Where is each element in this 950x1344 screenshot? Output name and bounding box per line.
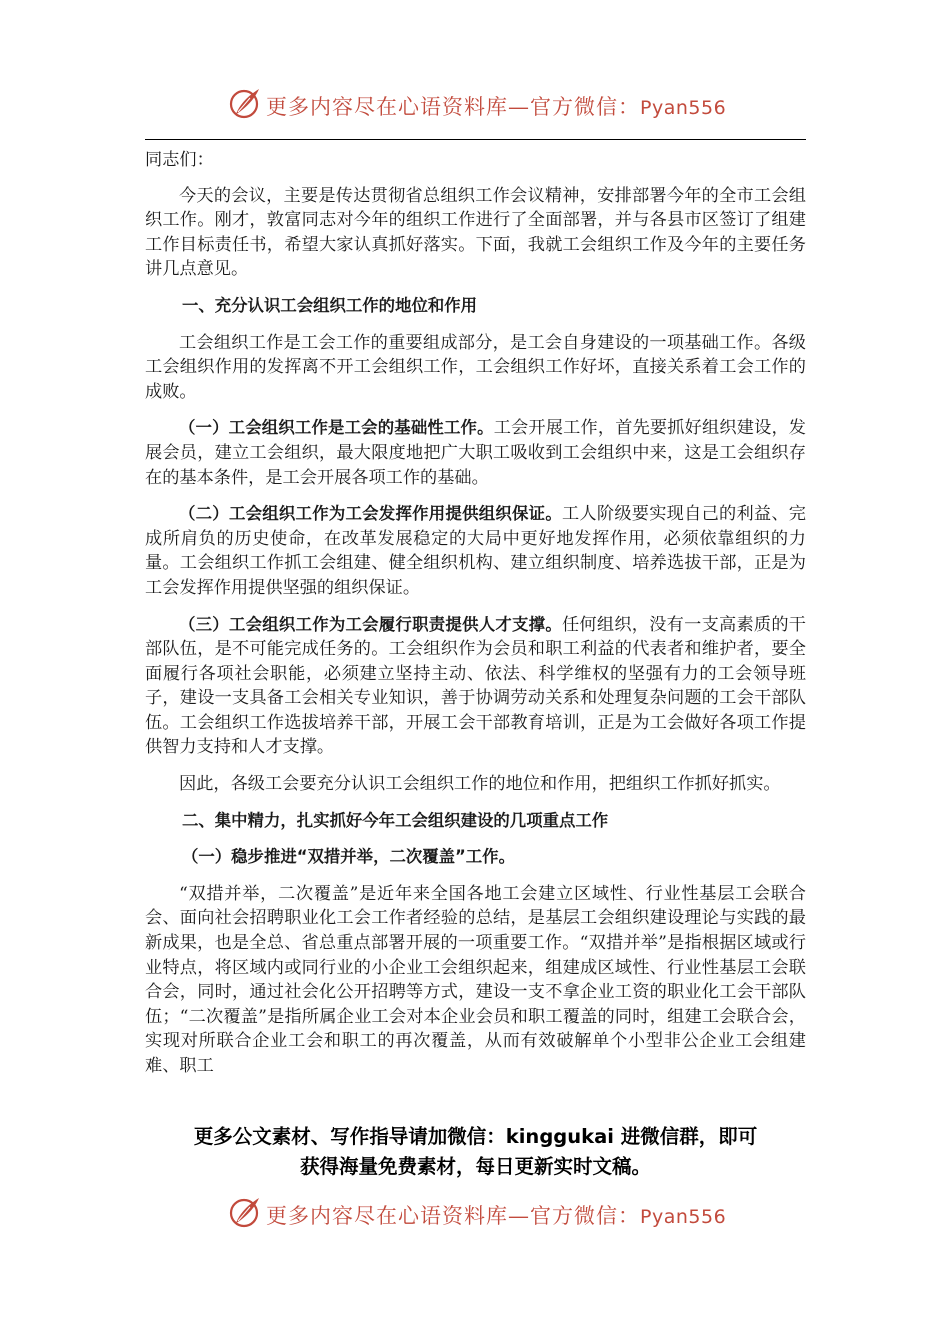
quill-logo-icon <box>228 86 262 120</box>
banner-text: 更多内容尽在心语资料库—官方微信： <box>266 95 640 119</box>
point2-lead: （二）工会组织工作为工会发挥作用提供组织保证。 <box>179 504 562 524</box>
quill-logo-icon <box>228 1195 262 1229</box>
promo-line-2: 获得海量免费素材，每日更新实时文稿。 <box>299 1155 651 1178</box>
banner-brand: Pyan556 <box>640 97 727 119</box>
section1-heading: 一、充分认识工会组织工作的地位和作用 <box>182 295 478 315</box>
header-banner <box>0 84 950 124</box>
point1-body: 工会开展工作，首先要抓好组织建设，发展会员，建立工会组织，最大限度地把广大职工吸收到工会组织中来，这是工会组织存在的基本条件，是工会开展各项工作的基础。 <box>145 418 806 488</box>
salutation: 同志们： <box>145 150 214 170</box>
banner-brand: Pyan556 <box>640 1206 727 1228</box>
point3-paragraph <box>145 613 806 761</box>
header-rule <box>145 139 806 140</box>
promo-notice <box>145 1122 806 1182</box>
document-body <box>145 148 806 1079</box>
section1-conclusion: 因此，各级工会要充分认识工会组织工作的地位和作用，把组织工作抓好抓实。 <box>179 774 781 795</box>
section2-heading: 二、集中精力，扎实抓好今年工会组织建设的几项重点工作 <box>182 810 609 830</box>
point1-paragraph <box>145 416 806 490</box>
section1-paragraph: 工会组织工作是工会工作的重要组成部分，是工会自身建设的一项基础工作。各级工会组织作用的发挥离不开工会组织工作，工会组织工作好坏，直接关系着工会工作的成败。 <box>145 332 806 402</box>
promo-line-1: 更多公文素材、写作指导请加微信：kinggukai 进微信群，即可 <box>193 1125 758 1148</box>
point3-body: 任何组织，没有一支高素质的干部队伍，是不可能完成任务的。工会组织作为会员和职工利益的代表者和维护者，要全面履行各项社会职能，必须建立坚持主动、依法、科学维权的坚强有力的工会领导班子，建设一支具备工会相关专业知识，善于协调劳动关系和处理复杂问题的工会干部队伍。工会组织工作选拔培养干部，开展工会干部教育培训，正是为工会做好各项工作提供智力支持和人才支撑。 <box>145 614 806 758</box>
point3-lead: （三）工会组织工作为工会履行职责提供人才支撑。 <box>179 614 562 634</box>
sub1-heading: （一）稳步推进“双措并举，二次覆盖”工作。 <box>182 847 515 867</box>
point1-lead: （一）工会组织工作是工会的基础性工作。 <box>179 418 494 438</box>
sub1-paragraph: “双措并举，二次覆盖”是近年来全国各地工会建立区域性、行业性基层工会联合会、面向社会招聘职业化工会工作者经验的总结，是基层工会组织建设理论与实践的最新成果，也是全总、省总重点部署开展的一项重要工作。“双措并举”是指根据区域或行业特点，将区域内或同行业的小企业工会组织起来，组建成区域性、行业性基层工会联合会，同时，通过社会化公开招聘等方式，建设一支不拿企业工资的职业化工会干部队伍；“二次覆盖”是指所属企业工会对本企业会员和职工覆盖的同时，组建工会联合会，实现对所联合企业工会和职工的再次覆盖，从而有效破解单个小型非公企业工会组建难、职工 <box>145 883 806 1076</box>
point2-paragraph <box>145 502 806 600</box>
banner-text: 更多内容尽在心语资料库—官方微信： <box>266 1204 640 1228</box>
point2-body: 工人阶级要实现自己的利益、完成所肩负的历史使命，在改革发展稳定的大局中更好地发挥作用，必须依靠组织的力量。工会组织工作抓工会组建、健全组织机构、建立组织制度、培养选拔干部，正是为工会发挥作用提供坚强的组织保证。 <box>145 504 806 598</box>
intro-paragraph: 今天的会议，主要是传达贯彻省总组织工作会议精神，安排部署今年的全市工会组织工作。刚才，敦富同志对今年的组织工作进行了全面部署，并与各县市区签订了组建工作目标责任书，希望大家认真抓好落实。下面，我就工会组织工作及今年的主要任务讲几点意见。 <box>145 185 806 280</box>
footer-banner <box>0 1193 950 1233</box>
